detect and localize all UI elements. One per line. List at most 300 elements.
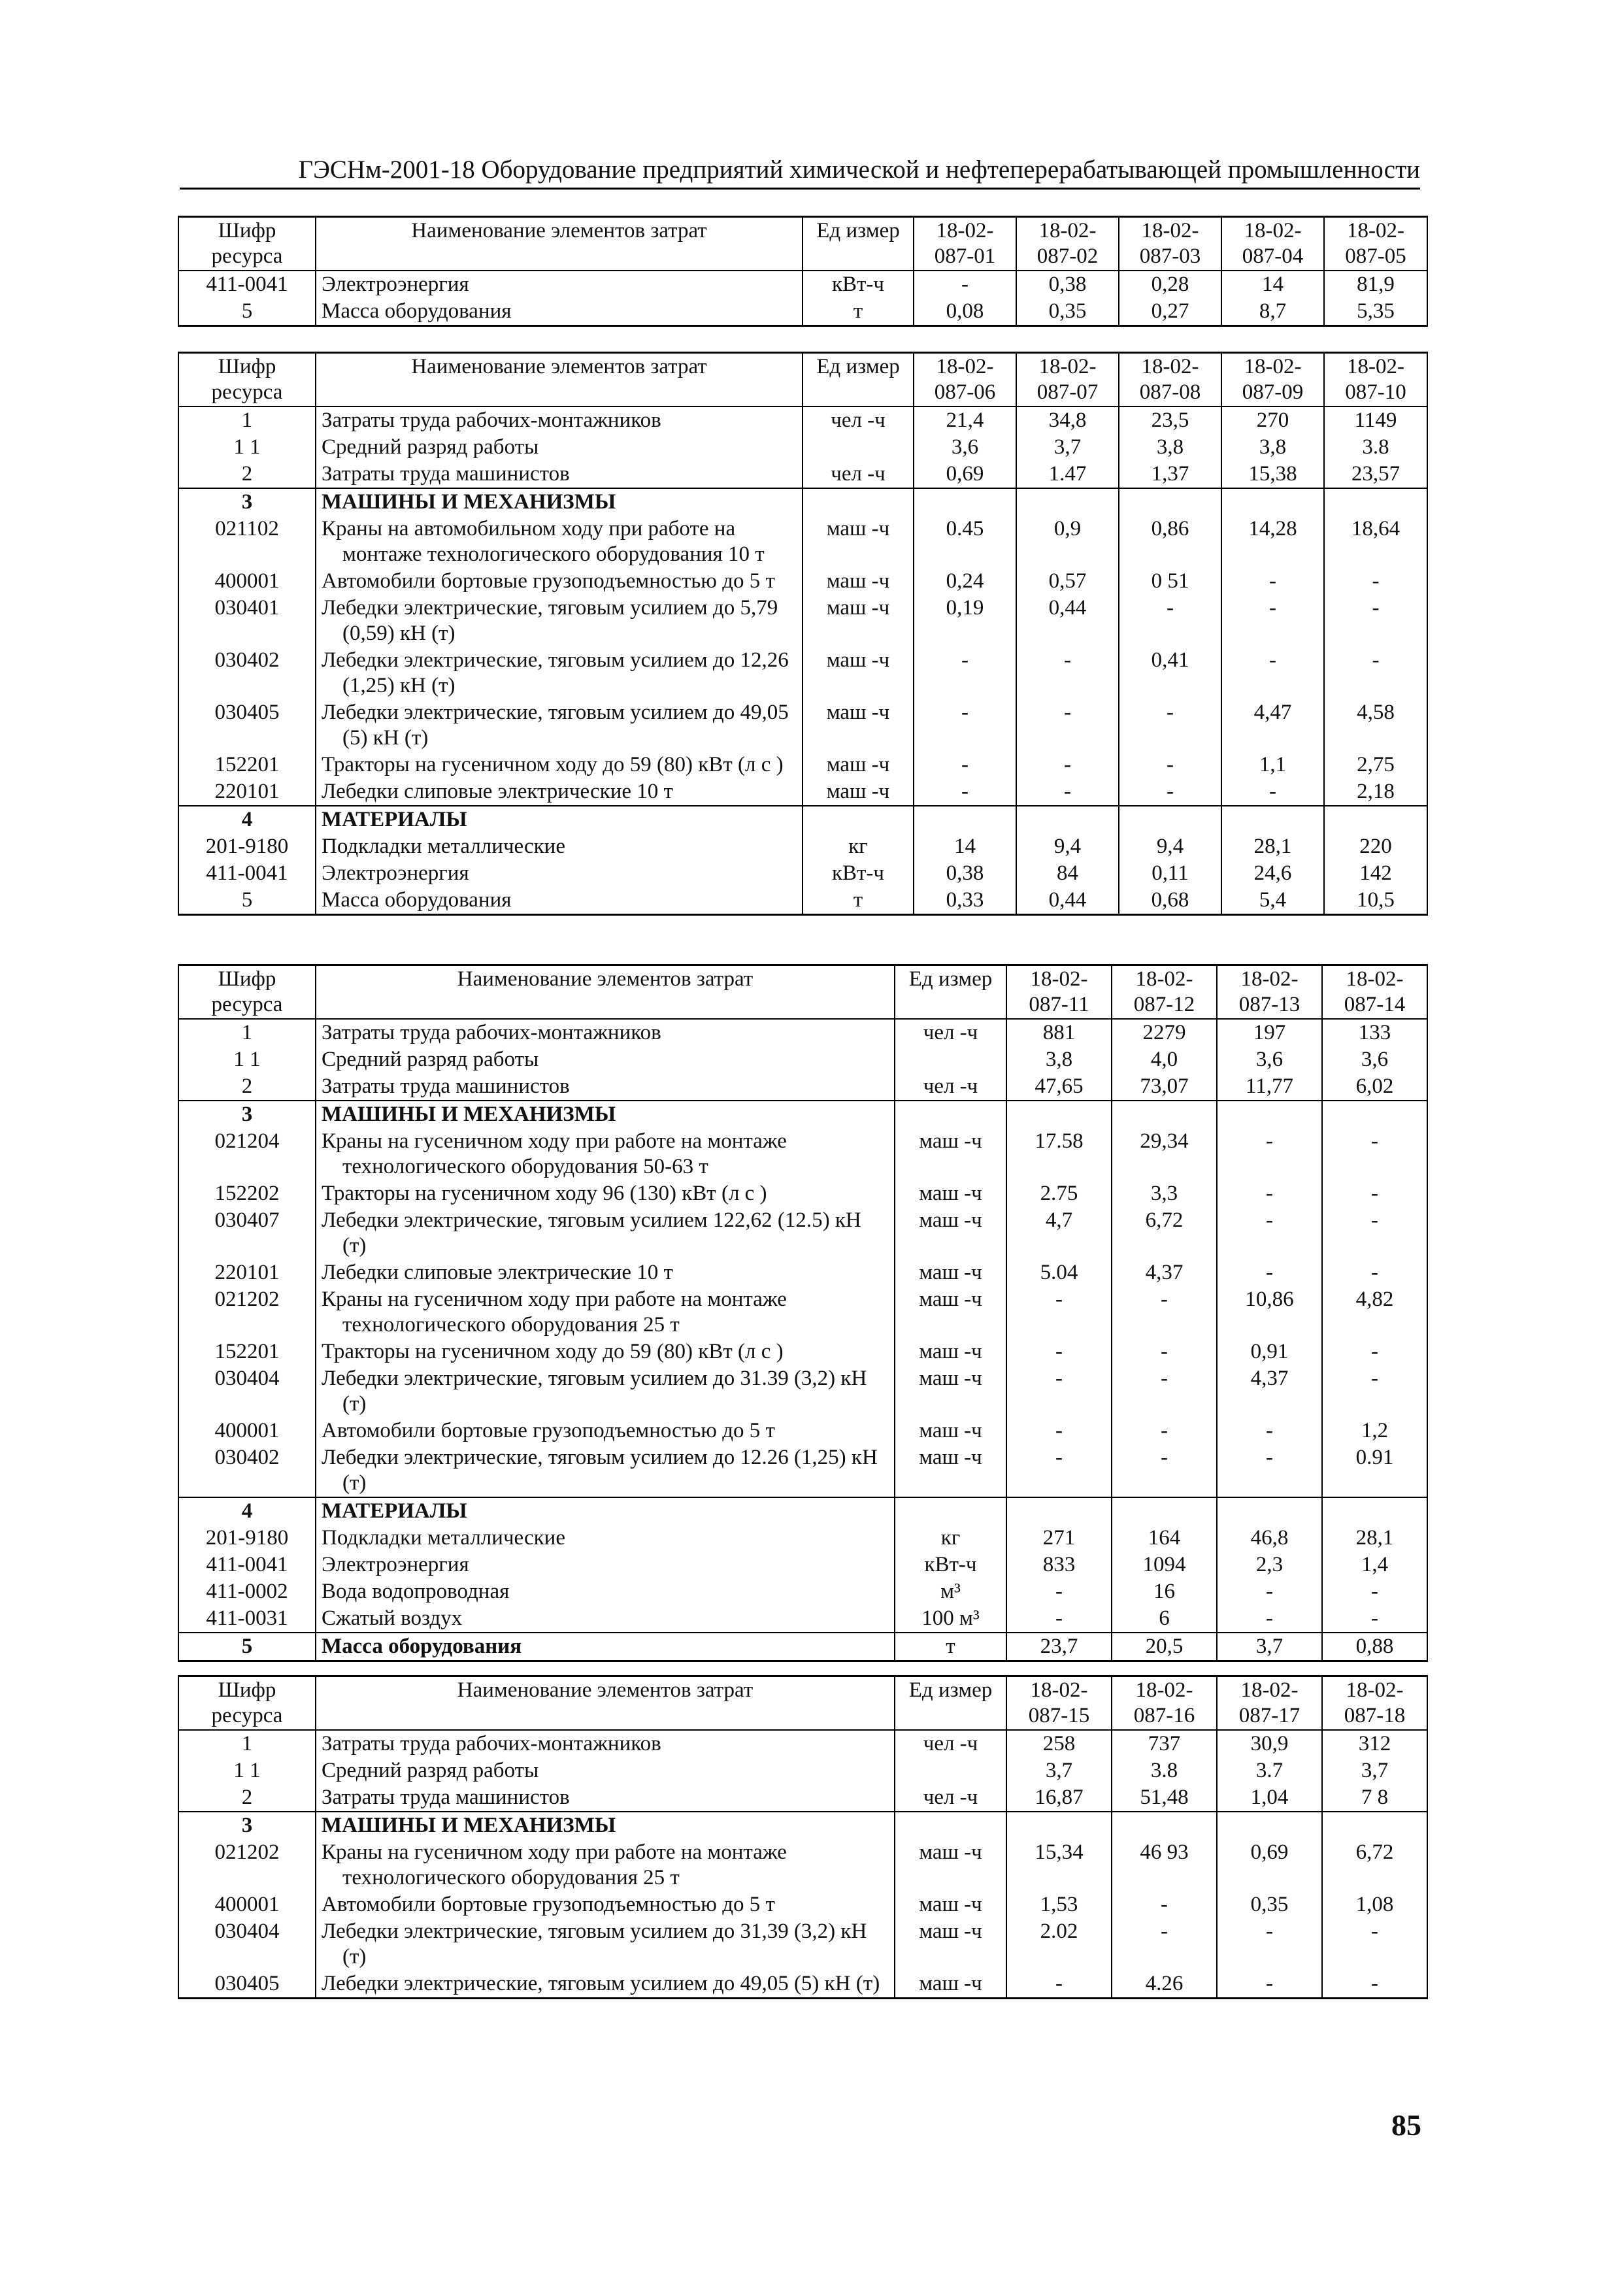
resource-code: 2 xyxy=(178,1784,316,1812)
norm-value: 30,9 xyxy=(1217,1730,1322,1757)
norm-value: - xyxy=(1221,568,1324,595)
norm-value: 1,53 xyxy=(1006,1891,1112,1918)
cost-element-name: Вода водопроводная xyxy=(316,1578,895,1605)
norm-value: 3,8 xyxy=(1221,434,1324,461)
norm-value: 3,6 xyxy=(1322,1046,1427,1073)
unit: маш -ч xyxy=(803,699,914,752)
cost-element-name: Лебедки электрические, тяговым усилием до 31.39 (3,2) кН (т) xyxy=(316,1365,895,1418)
resource-code: 021202 xyxy=(178,1839,316,1891)
resource-code: 220101 xyxy=(178,778,316,806)
norm-value xyxy=(1112,1812,1217,1839)
table-row xyxy=(178,833,1427,860)
norm-value: 23,57 xyxy=(1324,461,1427,488)
norm-value: 0,38 xyxy=(1016,271,1119,298)
norm-value: 833 xyxy=(1006,1552,1112,1578)
table-row xyxy=(178,1128,1427,1180)
resource-code: 2 xyxy=(178,1073,316,1101)
cost-element-name: Затраты труда машинистов xyxy=(316,1073,895,1101)
unit: маш -ч xyxy=(803,568,914,595)
unit: маш -ч xyxy=(895,1365,1006,1418)
resource-code: 1 xyxy=(178,1019,316,1046)
table-row xyxy=(178,1497,1427,1525)
norm-value: - xyxy=(1322,1605,1427,1633)
norm-value: 47,65 xyxy=(1006,1073,1112,1101)
norm-value: 0,57 xyxy=(1016,568,1119,595)
norm-value: 23,7 xyxy=(1006,1633,1112,1661)
header-norm-code: 18-02-087-18 xyxy=(1322,1676,1427,1731)
norm-value: 4.26 xyxy=(1112,1970,1217,1999)
norm-value: 1094 xyxy=(1112,1552,1217,1578)
norm-value: - xyxy=(1322,1180,1427,1207)
unit xyxy=(895,1497,1006,1525)
norm-value: - xyxy=(914,647,1016,699)
unit: 100 м³ xyxy=(895,1605,1006,1633)
norm-value: 3,6 xyxy=(914,434,1016,461)
header-unit: Ед измер xyxy=(803,353,914,407)
cost-table-3 xyxy=(178,964,1428,1662)
header-norm-code: 18-02-087-14 xyxy=(1322,965,1427,1020)
norm-value: - xyxy=(1217,1259,1322,1286)
norm-value: 34,8 xyxy=(1016,407,1119,434)
norm-value: - xyxy=(1006,1578,1112,1605)
norm-value: - xyxy=(1322,1128,1427,1180)
header-norm-code: 18-02-087-09 xyxy=(1221,353,1324,407)
norm-value: 14,28 xyxy=(1221,516,1324,568)
table-row xyxy=(178,407,1427,434)
norm-value xyxy=(1322,1497,1427,1525)
norm-value: 9,4 xyxy=(1119,833,1221,860)
table-row xyxy=(178,1365,1427,1418)
norm-value: - xyxy=(1112,1338,1217,1365)
unit: м³ xyxy=(895,1578,1006,1605)
unit xyxy=(803,806,914,833)
norm-value: - xyxy=(1112,1891,1217,1918)
resource-code: 5 xyxy=(178,1633,316,1661)
resource-code: 030405 xyxy=(178,1970,316,1999)
cost-element-name: Электроэнергия xyxy=(316,860,803,887)
table-row xyxy=(178,860,1427,887)
norm-value: 270 xyxy=(1221,407,1324,434)
unit: чел -ч xyxy=(895,1019,1006,1046)
norm-value: 28,1 xyxy=(1221,833,1324,860)
norm-value: 3,7 xyxy=(1217,1633,1322,1661)
cost-element-name: Сжатый воздух xyxy=(316,1605,895,1633)
unit xyxy=(803,488,914,516)
unit: чел -ч xyxy=(803,407,914,434)
header-unit: Ед измер xyxy=(803,217,914,271)
cost-table-4 xyxy=(178,1675,1428,1999)
norm-value: - xyxy=(1006,1338,1112,1365)
table-row xyxy=(178,647,1427,699)
norm-value: - xyxy=(1221,595,1324,647)
norm-value: - xyxy=(1217,1578,1322,1605)
norm-value: 1,04 xyxy=(1217,1784,1322,1812)
norm-value: 51,48 xyxy=(1112,1784,1217,1812)
norm-value: 3,8 xyxy=(1119,434,1221,461)
norm-value: 1,37 xyxy=(1119,461,1221,488)
norm-value: - xyxy=(1322,1259,1427,1286)
norm-value: - xyxy=(1217,1918,1322,1970)
table-row xyxy=(178,434,1427,461)
norm-value: 0,24 xyxy=(914,568,1016,595)
table-row xyxy=(178,1180,1427,1207)
resource-code: 3 xyxy=(178,488,316,516)
resource-code: 3 xyxy=(178,1101,316,1128)
cost-element-name: Автомобили бортовые грузоподъемностью до 5 т xyxy=(316,1891,895,1918)
norm-value: - xyxy=(1217,1180,1322,1207)
cost-element-name: Подкладки металлические xyxy=(316,833,803,860)
norm-value: 881 xyxy=(1006,1019,1112,1046)
table-row xyxy=(178,1784,1427,1812)
page-header: ГЭСНм-2001-18 Оборудование предприятий химической и нефтеперерабатывающей промышленности xyxy=(180,154,1420,190)
norm-value: - xyxy=(1322,1338,1427,1365)
norm-value: - xyxy=(914,271,1016,298)
norm-value xyxy=(1221,806,1324,833)
unit xyxy=(895,1757,1006,1784)
unit: маш -ч xyxy=(803,516,914,568)
norm-value: 29,34 xyxy=(1112,1128,1217,1180)
header-unit: Ед измер xyxy=(895,1676,1006,1731)
norm-value: - xyxy=(1119,595,1221,647)
unit xyxy=(895,1812,1006,1839)
norm-value: 0.45 xyxy=(914,516,1016,568)
cost-element-name: Масса оборудования xyxy=(316,887,803,915)
unit: маш -ч xyxy=(895,1918,1006,1970)
norm-value: - xyxy=(1217,1128,1322,1180)
unit: маш -ч xyxy=(895,1338,1006,1365)
cost-element-name: Затраты труда рабочих-монтажников xyxy=(316,407,803,434)
norm-value xyxy=(1006,1101,1112,1128)
table-row xyxy=(178,1286,1427,1338)
norm-value: 20,5 xyxy=(1112,1633,1217,1661)
header-norm-code: 18-02-087-13 xyxy=(1217,965,1322,1020)
table-row xyxy=(178,1073,1427,1101)
norm-value xyxy=(1016,806,1119,833)
norm-value: 18,64 xyxy=(1324,516,1427,568)
norm-value: 2279 xyxy=(1112,1019,1217,1046)
table-row xyxy=(178,1259,1427,1286)
norm-value: - xyxy=(1112,1286,1217,1338)
resource-code: 1 1 xyxy=(178,434,316,461)
norm-value: 9,4 xyxy=(1016,833,1119,860)
norm-value: 737 xyxy=(1112,1730,1217,1757)
table-row xyxy=(178,1019,1427,1046)
norm-value: 1,4 xyxy=(1322,1552,1427,1578)
norm-value: - xyxy=(1016,699,1119,752)
norm-value: 24,6 xyxy=(1221,860,1324,887)
norm-value: - xyxy=(1006,1605,1112,1633)
header-norm-code: 18-02-087-01 xyxy=(914,217,1016,271)
norm-value: 0,69 xyxy=(1217,1839,1322,1891)
header-norm-code: 18-02-087-10 xyxy=(1324,353,1427,407)
table-header-row xyxy=(178,1676,1427,1731)
cost-element-name: Затраты труда рабочих-монтажников xyxy=(316,1730,895,1757)
norm-value: 17.58 xyxy=(1006,1128,1112,1180)
unit: маш -ч xyxy=(895,1286,1006,1338)
cost-element-name: Затраты труда рабочих-монтажников xyxy=(316,1019,895,1046)
cost-element-name: Автомобили бортовые грузоподъемностью до 5 т xyxy=(316,1418,895,1444)
norm-value: 2.02 xyxy=(1006,1918,1112,1970)
cost-element-name: Средний разряд работы xyxy=(316,1757,895,1784)
cost-element-name: Лебедки электрические, тяговым усилием до 12.26 (1,25) кН (т) xyxy=(316,1444,895,1497)
resource-code: 021202 xyxy=(178,1286,316,1338)
table-row xyxy=(178,1605,1427,1633)
norm-value xyxy=(1119,806,1221,833)
norm-value: 133 xyxy=(1322,1019,1427,1046)
norm-value: 0,35 xyxy=(1217,1891,1322,1918)
table-row xyxy=(178,1839,1427,1891)
norm-value: 0,69 xyxy=(914,461,1016,488)
resource-code: 4 xyxy=(178,1497,316,1525)
norm-value xyxy=(1322,1812,1427,1839)
unit: маш -ч xyxy=(895,1444,1006,1497)
header-norm-code: 18-02-087-02 xyxy=(1016,217,1119,271)
table-row xyxy=(178,806,1427,833)
norm-value xyxy=(1322,1101,1427,1128)
header-code: Шифр ресурса xyxy=(178,353,316,407)
cost-element-name: Лебедки слиповые электрические 10 т xyxy=(316,778,803,806)
table-row xyxy=(178,271,1427,298)
norm-value: 312 xyxy=(1322,1730,1427,1757)
table-row xyxy=(178,488,1427,516)
unit: маш -ч xyxy=(895,1418,1006,1444)
norm-value: 21,4 xyxy=(914,407,1016,434)
cost-element-name: Краны на автомобильном ходу при работе на монтаже технологического оборудования 10 т xyxy=(316,516,803,568)
unit: чел -ч xyxy=(895,1784,1006,1812)
norm-value: - xyxy=(914,752,1016,778)
unit: маш -ч xyxy=(895,1180,1006,1207)
norm-value: 3.7 xyxy=(1217,1757,1322,1784)
norm-value: 1,08 xyxy=(1322,1891,1427,1918)
norm-value xyxy=(1217,1101,1322,1128)
norm-value: 73,07 xyxy=(1112,1073,1217,1101)
unit: маш -ч xyxy=(895,1891,1006,1918)
resource-code: 3 xyxy=(178,1812,316,1839)
norm-value: - xyxy=(1112,1418,1217,1444)
resource-code: 030402 xyxy=(178,1444,316,1497)
unit: маш -ч xyxy=(895,1970,1006,1999)
norm-value xyxy=(1119,488,1221,516)
norm-value: 271 xyxy=(1006,1525,1112,1552)
norm-value: 0,11 xyxy=(1119,860,1221,887)
norm-value: - xyxy=(1322,1970,1427,1999)
header-norm-code: 18-02-087-03 xyxy=(1119,217,1221,271)
header-code: Шифр ресурса xyxy=(178,1676,316,1731)
norm-value: 5,35 xyxy=(1324,298,1427,326)
norm-value: 0,19 xyxy=(914,595,1016,647)
resource-code: 030407 xyxy=(178,1207,316,1259)
resource-code: 021102 xyxy=(178,516,316,568)
unit xyxy=(895,1046,1006,1073)
table-row xyxy=(178,752,1427,778)
norm-value: 3,7 xyxy=(1006,1757,1112,1784)
norm-value: 14 xyxy=(1221,271,1324,298)
norm-value: - xyxy=(1221,647,1324,699)
norm-value: - xyxy=(1217,1207,1322,1259)
table-row xyxy=(178,516,1427,568)
norm-value xyxy=(1217,1812,1322,1839)
resource-code: 411-0031 xyxy=(178,1605,316,1633)
resource-code: 021204 xyxy=(178,1128,316,1180)
cost-element-name: Средний разряд работы xyxy=(316,1046,895,1073)
header-norm-code: 18-02-087-06 xyxy=(914,353,1016,407)
norm-value: - xyxy=(1221,778,1324,806)
table-row xyxy=(178,1525,1427,1552)
unit: кг xyxy=(803,833,914,860)
norm-value xyxy=(1217,1497,1322,1525)
norm-value: 0 51 xyxy=(1119,568,1221,595)
norm-value: 4,58 xyxy=(1324,699,1427,752)
norm-value: 1,1 xyxy=(1221,752,1324,778)
norm-value: 5.04 xyxy=(1006,1259,1112,1286)
norm-value: 6,72 xyxy=(1112,1207,1217,1259)
norm-value: 2,75 xyxy=(1324,752,1427,778)
resource-code: 400001 xyxy=(178,1891,316,1918)
resource-code: 411-0002 xyxy=(178,1578,316,1605)
norm-value: - xyxy=(1322,1207,1427,1259)
header-norm-code: 18-02-087-12 xyxy=(1112,965,1217,1020)
norm-value xyxy=(1221,488,1324,516)
norm-value: 1,2 xyxy=(1322,1418,1427,1444)
unit xyxy=(895,1101,1006,1128)
header-norm-code: 18-02-087-11 xyxy=(1006,965,1112,1020)
norm-value: - xyxy=(1006,1444,1112,1497)
resource-code: 4 xyxy=(178,806,316,833)
table-row xyxy=(178,298,1427,326)
resource-code: 030404 xyxy=(178,1918,316,1970)
header-norm-code: 18-02-087-17 xyxy=(1217,1676,1322,1731)
norm-value: - xyxy=(1217,1605,1322,1633)
resource-code: 1 xyxy=(178,407,316,434)
cost-element-name: Автомобили бортовые грузоподъемностью до 5 т xyxy=(316,568,803,595)
resource-code: 201-9180 xyxy=(178,833,316,860)
table-row xyxy=(178,1730,1427,1757)
cost-element-name: МАТЕРИАЛЫ xyxy=(316,806,803,833)
unit: т xyxy=(895,1633,1006,1661)
norm-value: - xyxy=(1006,1418,1112,1444)
norm-value: 0,68 xyxy=(1119,887,1221,915)
cost-element-name: Тракторы на гусеничном ходу до 59 (80) кВт (л с ) xyxy=(316,1338,895,1365)
unit: чел -ч xyxy=(803,461,914,488)
header-code: Шифр ресурса xyxy=(178,217,316,271)
norm-value: 220 xyxy=(1324,833,1427,860)
unit: маш -ч xyxy=(803,752,914,778)
norm-value: 11,77 xyxy=(1217,1073,1322,1101)
norm-value: - xyxy=(914,699,1016,752)
unit: маш -ч xyxy=(895,1839,1006,1891)
norm-value: - xyxy=(1324,647,1427,699)
header-norm-code: 18-02-087-05 xyxy=(1324,217,1427,271)
norm-value: 15,34 xyxy=(1006,1839,1112,1891)
table-row xyxy=(178,1046,1427,1073)
cost-element-name: Тракторы на гусеничном ходу 96 (130) кВт (л с ) xyxy=(316,1180,895,1207)
table-row xyxy=(178,595,1427,647)
unit: чел -ч xyxy=(895,1073,1006,1101)
norm-value: 2,18 xyxy=(1324,778,1427,806)
header-norm-code: 18-02-087-16 xyxy=(1112,1676,1217,1731)
norm-value: 164 xyxy=(1112,1525,1217,1552)
unit: т xyxy=(803,887,914,915)
resource-code: 411-0041 xyxy=(178,1552,316,1578)
cost-element-name: Электроэнергия xyxy=(316,271,803,298)
table-row xyxy=(178,1101,1427,1128)
table-row xyxy=(178,778,1427,806)
norm-value: 16 xyxy=(1112,1578,1217,1605)
table-row xyxy=(178,887,1427,915)
resource-code: 152201 xyxy=(178,1338,316,1365)
header-name: Наименование элементов затрат xyxy=(316,965,895,1020)
table-row xyxy=(178,461,1427,488)
norm-value: 3,7 xyxy=(1322,1757,1427,1784)
norm-value: 3,7 xyxy=(1016,434,1119,461)
resource-code: 400001 xyxy=(178,568,316,595)
cost-element-name: МАШИНЫ И МЕХАНИЗМЫ xyxy=(316,488,803,516)
norm-value: 28,1 xyxy=(1322,1525,1427,1552)
norm-value: 7 8 xyxy=(1322,1784,1427,1812)
cost-element-name: Краны на гусеничном ходу при работе на монтаже технологического оборудования 25 т xyxy=(316,1839,895,1891)
norm-value: 8,7 xyxy=(1221,298,1324,326)
table-row xyxy=(178,1552,1427,1578)
norm-value: 0,91 xyxy=(1217,1338,1322,1365)
norm-value: 6,72 xyxy=(1322,1839,1427,1891)
resource-code: 1 xyxy=(178,1730,316,1757)
norm-value xyxy=(1324,488,1427,516)
norm-value: 0,88 xyxy=(1322,1633,1427,1661)
unit: кВт-ч xyxy=(803,271,914,298)
norm-value: 3,3 xyxy=(1112,1180,1217,1207)
table-row xyxy=(178,1970,1427,1999)
norm-value: - xyxy=(1217,1970,1322,1999)
resource-code: 400001 xyxy=(178,1418,316,1444)
norm-value: 6,02 xyxy=(1322,1073,1427,1101)
norm-value: 4,37 xyxy=(1112,1259,1217,1286)
table-row xyxy=(178,1633,1427,1661)
norm-value: 14 xyxy=(914,833,1016,860)
norm-value: 4,7 xyxy=(1006,1207,1112,1259)
header-name: Наименование элементов затрат xyxy=(316,217,803,271)
resource-code: 5 xyxy=(178,887,316,915)
header-code: Шифр ресурса xyxy=(178,965,316,1020)
cost-element-name: Затраты труда машинистов xyxy=(316,1784,895,1812)
norm-value: 3.8 xyxy=(1324,434,1427,461)
table-row xyxy=(178,1757,1427,1784)
resource-code: 1 1 xyxy=(178,1046,316,1073)
norm-value: 0,35 xyxy=(1016,298,1119,326)
norm-value: 10,86 xyxy=(1217,1286,1322,1338)
header-name: Наименование элементов затрат xyxy=(316,1676,895,1731)
cost-table-2 xyxy=(178,352,1428,916)
norm-value xyxy=(914,488,1016,516)
cost-element-name: Масса оборудования xyxy=(316,298,803,326)
norm-value: 3,6 xyxy=(1217,1046,1322,1073)
norm-value: 4,37 xyxy=(1217,1365,1322,1418)
norm-value: - xyxy=(1322,1918,1427,1970)
resource-code: 411-0041 xyxy=(178,271,316,298)
norm-value: - xyxy=(1016,647,1119,699)
norm-value: 16,87 xyxy=(1006,1784,1112,1812)
norm-value xyxy=(1324,806,1427,833)
norm-value: 0,86 xyxy=(1119,516,1221,568)
norm-value: - xyxy=(1322,1365,1427,1418)
norm-value: 0,38 xyxy=(914,860,1016,887)
norm-value: 0.91 xyxy=(1322,1444,1427,1497)
cost-element-name: Затраты труда машинистов xyxy=(316,461,803,488)
norm-value: 0,9 xyxy=(1016,516,1119,568)
resource-code: 201-9180 xyxy=(178,1525,316,1552)
cost-element-name: Лебедки электрические, тяговым усилием 122,62 (12.5) кН (т) xyxy=(316,1207,895,1259)
norm-value: 0,28 xyxy=(1119,271,1221,298)
norm-value: - xyxy=(1217,1418,1322,1444)
